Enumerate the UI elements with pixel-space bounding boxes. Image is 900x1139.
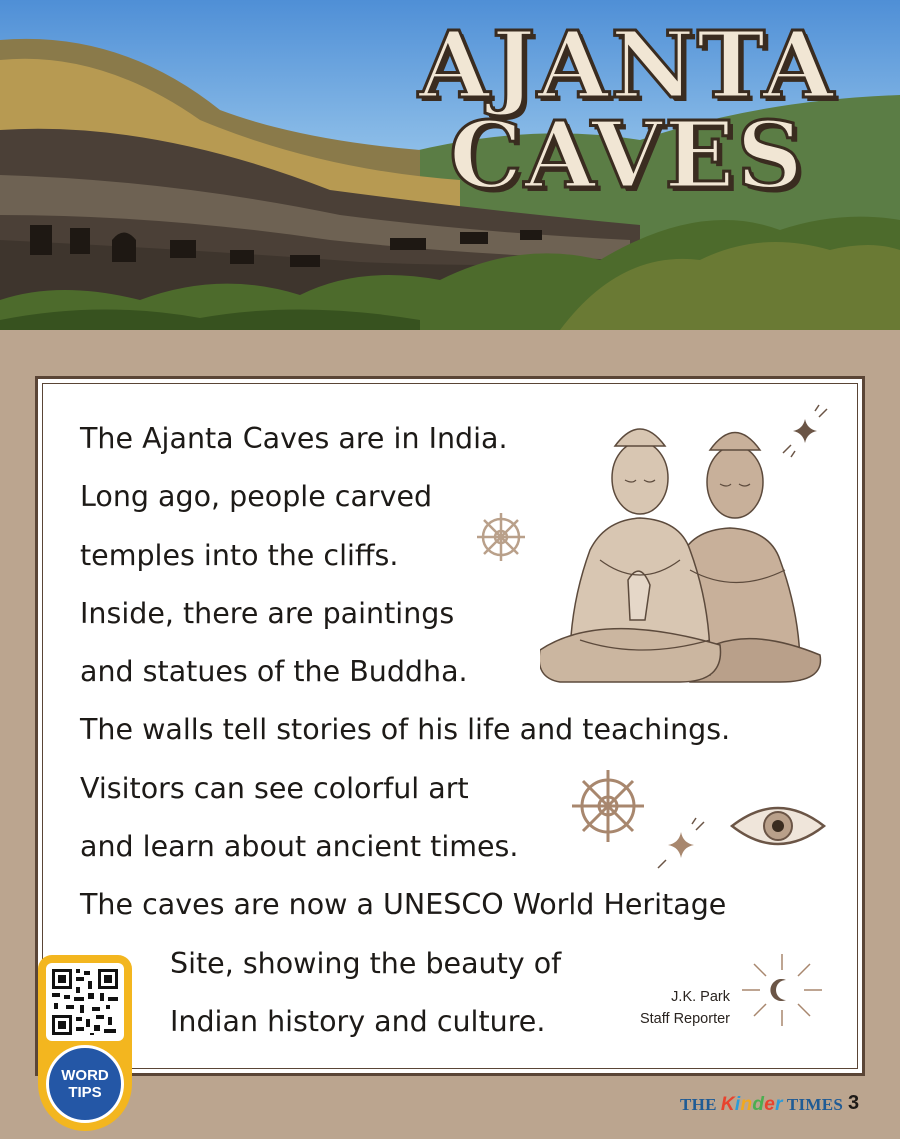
title-line-2: CAVES	[449, 101, 805, 210]
word-tips-line-1: WORD	[61, 1067, 109, 1084]
article-line: Long ago, people carved	[80, 480, 433, 514]
article-line: Inside, there are paintings	[80, 596, 455, 630]
article-line: The Ajanta Caves are in India.	[80, 422, 508, 455]
hero-photo	[0, 0, 900, 330]
article-line: Visitors can see colorful art	[80, 771, 469, 805]
byline	[612, 986, 730, 1030]
logo-kinder-letter: i	[734, 1094, 741, 1115]
word-tips-button[interactable]	[46, 1045, 124, 1123]
article-line: and learn about ancient times.	[80, 830, 519, 864]
article-line: The walls tell stories of his life and teachings.	[80, 713, 731, 747]
logo-kinder	[721, 1094, 783, 1116]
page-number: 3	[848, 1092, 860, 1114]
kinder-times-logo	[680, 1094, 843, 1116]
byline-name: J.K. Park	[671, 989, 730, 1005]
logo-kinder-letter: d	[752, 1094, 765, 1115]
article-line: temples into the cliffs.	[80, 538, 399, 572]
logo-kinder-letter: K	[720, 1094, 735, 1115]
word-tips-badge[interactable]	[38, 955, 132, 1131]
logo-kinder-letter: r	[775, 1094, 783, 1115]
qr-code-image	[46, 963, 124, 1041]
logo-kinder-letter: e	[764, 1094, 776, 1115]
article-body	[80, 410, 840, 1051]
byline-role: Staff Reporter	[639, 1011, 730, 1027]
qr-code-icon[interactable]	[46, 963, 124, 1041]
article-line: Site, showing the beauty of	[170, 946, 562, 980]
title-line-1: AJANTA	[418, 11, 836, 119]
page-title	[392, 11, 862, 210]
word-tips-line-2: TIPS	[68, 1084, 102, 1101]
logo-the: THE	[680, 1095, 717, 1114]
logo-kinder-letter: n	[740, 1094, 753, 1115]
article-line: and statues of the Buddha.	[80, 655, 468, 689]
article-line: The caves are now a UNESCO World Heritage	[80, 888, 727, 922]
article-line: Indian history and culture.	[170, 1004, 546, 1038]
logo-times: TIMES	[786, 1095, 844, 1114]
